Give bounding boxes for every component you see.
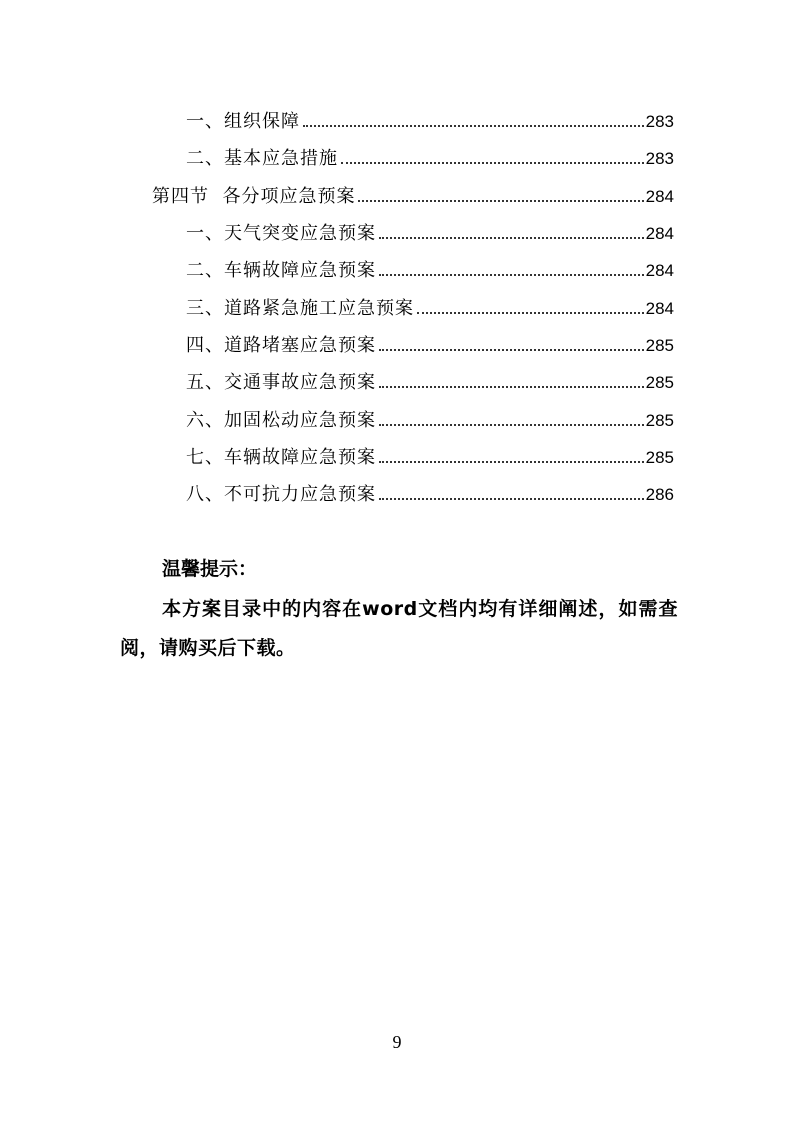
toc-entry-page: 284 <box>645 299 674 318</box>
toc-leader-dots <box>379 386 644 388</box>
notice-title: 温馨提示： <box>162 558 258 580</box>
toc-entry-label: 第四节 各分项应急预案 <box>152 186 356 207</box>
toc-leader-dots <box>379 274 644 276</box>
toc-leader-dots <box>379 349 644 351</box>
toc-entry-page: 283 <box>645 112 674 131</box>
toc-entry-page: 285 <box>645 448 674 467</box>
toc-entry-page: 284 <box>645 187 674 206</box>
toc-section-entry[interactable] <box>152 179 674 209</box>
toc-entry-page: 285 <box>645 336 674 355</box>
toc-entry-label: 五、交通事故应急预案 <box>186 372 376 393</box>
toc-entry-label: 二、基本应急措施 <box>186 148 338 169</box>
toc-leader-dots <box>358 200 643 202</box>
toc-entry-page: 283 <box>645 149 674 168</box>
toc-entry[interactable] <box>186 141 674 171</box>
toc-entry-label: 一、天气突变应急预案 <box>186 223 376 244</box>
toc-leader-dots <box>379 237 644 239</box>
toc-entry[interactable] <box>186 216 674 246</box>
toc-entry-label: 三、道路紧急施工应急预案 <box>186 298 414 319</box>
toc-leader-dots <box>379 498 644 500</box>
toc-entry-label: 七、车辆故障应急预案 <box>186 447 376 468</box>
toc-entry[interactable] <box>186 403 674 433</box>
toc-entry-page: 284 <box>645 261 674 280</box>
toc-entry[interactable] <box>186 477 674 507</box>
toc-entry[interactable] <box>186 440 674 470</box>
toc-leader-dots <box>379 461 644 463</box>
page-number: 9 <box>392 1032 402 1052</box>
toc-entry-label: 八、不可抗力应急预案 <box>186 484 376 505</box>
toc-entry[interactable] <box>186 328 674 358</box>
toc-leader-dots <box>379 424 644 426</box>
toc-entry[interactable] <box>186 365 674 395</box>
toc-leader-dots <box>303 125 644 127</box>
toc-entry[interactable] <box>186 253 674 283</box>
toc-entry-page: 284 <box>645 224 674 243</box>
toc-entry[interactable] <box>186 104 674 134</box>
toc-entry-label: 六、加固松动应急预案 <box>186 410 376 431</box>
toc-entry-label: 二、车辆故障应急预案 <box>186 260 376 281</box>
toc-leader-dots <box>417 312 644 314</box>
toc-entry-label: 四、道路堵塞应急预案 <box>186 335 376 356</box>
toc-entry-page: 285 <box>645 411 674 430</box>
toc-leader-dots <box>341 162 644 164</box>
toc-entry[interactable] <box>186 291 674 321</box>
notice-body: 本方案目录中的内容在word文档内均有详细阐述，如需查阅，请购买后下载。 <box>120 598 678 659</box>
toc-entry-page: 286 <box>645 485 674 504</box>
toc-entry-label: 一、组织保障 <box>186 111 300 132</box>
toc-entry-page: 285 <box>645 373 674 392</box>
